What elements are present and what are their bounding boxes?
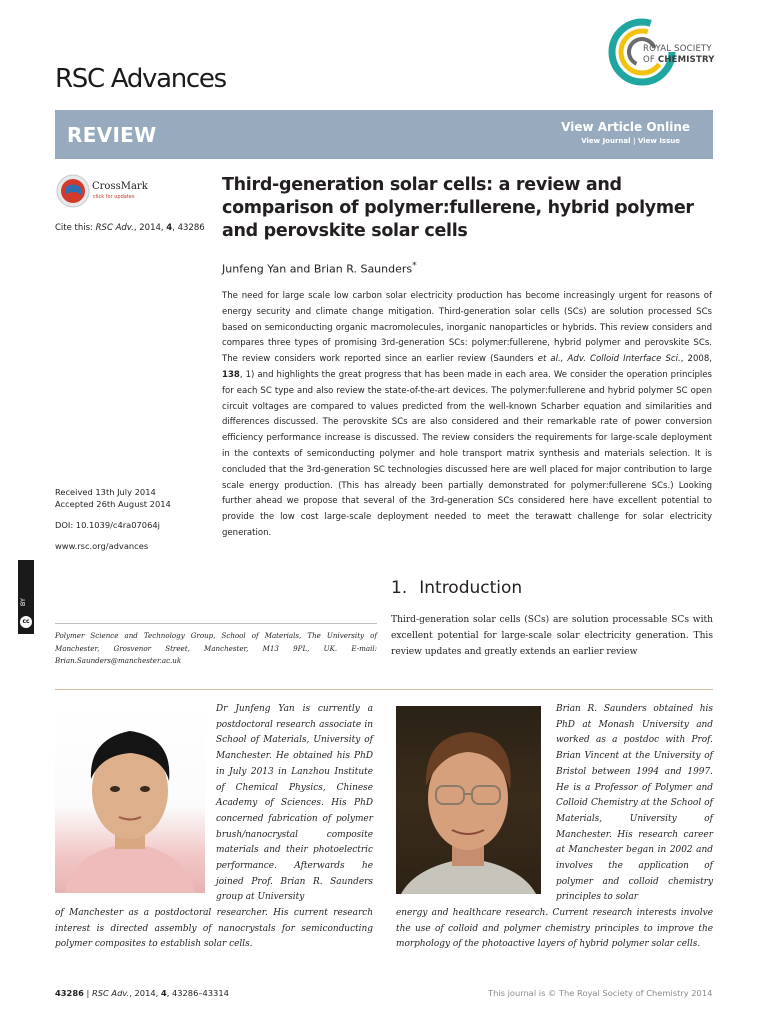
introduction-paragraph: Third-generation solar cells (SCs) are solution processable SCs with excellent potential for large-scale solar electricity generation. This review updates and greatly extends an earlier review: [391, 615, 713, 657]
bio-yan-side: [216, 702, 373, 906]
author-names: Junfeng Yan and Brian R. Saunders: [222, 262, 413, 276]
bio-divider: [55, 689, 713, 690]
abstract-ref: et al., Adv. Colloid Interface Sci.: [537, 354, 681, 365]
section-title: Introduction: [419, 578, 523, 598]
cite-volume: 4: [166, 223, 173, 233]
page-number: 43286: [55, 988, 84, 998]
cite-journal: RSC Adv.: [95, 223, 134, 233]
crossmark-icon[interactable]: [55, 173, 91, 209]
footer-journal: RSC Adv.: [91, 988, 130, 998]
rsc-wordmark-of: OF: [643, 55, 658, 65]
cite-prefix: Cite this:: [55, 223, 96, 233]
bio-saunders-side: [556, 702, 713, 906]
journal-website-link[interactable]: www.rsc.org/advances: [55, 541, 149, 551]
footer-left: [55, 988, 229, 998]
bio-saunders-bottom-text: energy and healthcare research. Current research interests involve the use of colloid and polymer chemistry principles to improve the morphology of the photoactive layers of hybrid polymer solar cells.: [396, 908, 713, 950]
cc-license-badge[interactable]: [18, 560, 34, 634]
journal-name: RSC Advances: [55, 64, 226, 94]
view-article-online-link[interactable]: View Article Online: [561, 120, 690, 134]
cite-year: , 2014,: [133, 223, 167, 233]
abstract: [222, 289, 712, 542]
footer-year: , 2014,: [129, 988, 161, 998]
abstract-part2: , 2008,: [680, 354, 712, 365]
affiliation-divider: [55, 623, 377, 624]
view-links-separator: |: [630, 137, 638, 145]
cc-icon: cc: [20, 616, 32, 628]
bio-yan-bottom: [55, 906, 373, 953]
dates: [55, 487, 171, 510]
abstract-vol: 138: [222, 369, 240, 380]
bio-yan-bottom-text: of Manchester as a postdoctoral researcher. His current research interest is directed assembly of nanocrystals for semiconducting polymer composites to establish solar cells.: [55, 908, 373, 950]
view-journal-link[interactable]: View Journal: [581, 137, 631, 145]
footer-pages: , 43286–43314: [166, 988, 229, 998]
view-issue-link[interactable]: View Issue: [637, 137, 680, 145]
rsc-wordmark-line1: ROYAL SOCIETY: [643, 44, 712, 54]
license-by: BY: [19, 598, 27, 607]
crossmark-label[interactable]: CrossMark: [92, 181, 148, 192]
section-band: [55, 110, 713, 159]
section-label: REVIEW: [67, 123, 157, 147]
accepted-date: Accepted 26th August 2014: [55, 498, 171, 509]
received-date: Received 13th July 2014: [55, 487, 156, 497]
author-photo-yan: [55, 701, 205, 893]
abstract-part3: , 1) and highlights the great progress that has been made in each area. We consider the operation principles for each SC type and also review the state-of-the-art devices. The polymer:fullerene and hybrid polymer SC open circuit voltages are compared to values predicted from the well-known Scharber equation and similarities and differences discussed. The perovskite SCs are also considered and their remarkable rate of power conversion efficiency performance increase is discussed. The review considers the requirements for large-scale deployment in the contexts of semiconducting polymer and hole transport matrix synthesis and materials selection. It is concluded that the 3rd-generation SC technologies discussed here are well placed for major contribution to large scale energy production. (This has already been partially demonstrated for polymer:fullerene SCs.) Looking further ahead we propose that several of the 3rd-generation SCs considered here have excellent potential to provide the low cost large-scale deployment needed to meet the terawatt challenge for solar electricity generation.: [222, 369, 712, 538]
rsc-wordmark-chemistry: CHEMISTRY: [657, 55, 715, 65]
crossmark-sublabel[interactable]: click for updates: [93, 194, 135, 200]
footer-sep: |: [83, 988, 92, 998]
doi[interactable]: DOI: 10.1039/c4ra07064j: [55, 520, 160, 530]
article-title: Third-generation solar cells: a review and comparison of polymer:fullerene, hybrid polymer and perovskite solar cells: [222, 175, 694, 241]
footer-volume: 4: [160, 988, 167, 998]
bio-saunders-bottom: [396, 906, 713, 953]
section-heading-introduction: [391, 578, 522, 598]
corresponding-mark: *: [412, 260, 417, 271]
footer-copyright: This journal is © The Royal Society of Chemistry 2014: [488, 988, 713, 998]
view-links: [581, 137, 680, 145]
cite-page: , 43286: [172, 223, 205, 233]
bio-saunders-side-text: Brian R. Saunders obtained his PhD at Monash University and worked as a postdoc with Prof. Brian Vincent at the University of Bristol between 1994 and 1997. He is a Professor of Polymer and Colloid Chemistry at the School of Materials, University of Manchester. His research career at Manchester began in 2002 and involves the application of polymer and colloid chemistry principles to solar: [556, 704, 713, 903]
authors: [222, 260, 417, 276]
section-number: 1.: [391, 578, 408, 598]
author-photo-saunders: [396, 706, 541, 894]
citation: [55, 223, 205, 233]
bio-yan-side-text: Dr Junfeng Yan is currently a postdoctoral research associate in School of Materials, University of Manchester. He obtained his PhD in July 2013 in Lanzhou Institute of Chemical Physics, Chinese Academy of Sciences. His PhD concerned fabrication of polymer brush/nanocrystal composite materials and their photoelectric performance. Afterwards he joined Prof. Brian R. Saunders group at University: [216, 704, 373, 903]
affiliation: Polymer Science and Technology Group, School of Materials, The University of Manchester, Grosvenor Street, Manchester, M13 9PL, UK. E-mail: Brian.Saunders@manchester.ac.uk: [55, 631, 377, 665]
abstract-part1: The need for large scale low carbon solar electricity production has become increasingly urgent for reasons of energy security and climate change mitigation. Third-generation solar cells (SCs) are solution processed SCs based on semiconducting organic macromolecules, inorganic nanoparticles or hybrids. This review considers and compares three types of promising 3rd-generation SCs: polymer:fullerene, hybrid polymer and perovskite SCs. The review considers work reported since an earlier review (Saunders: [222, 291, 712, 365]
rsc-wordmark: [643, 44, 715, 66]
